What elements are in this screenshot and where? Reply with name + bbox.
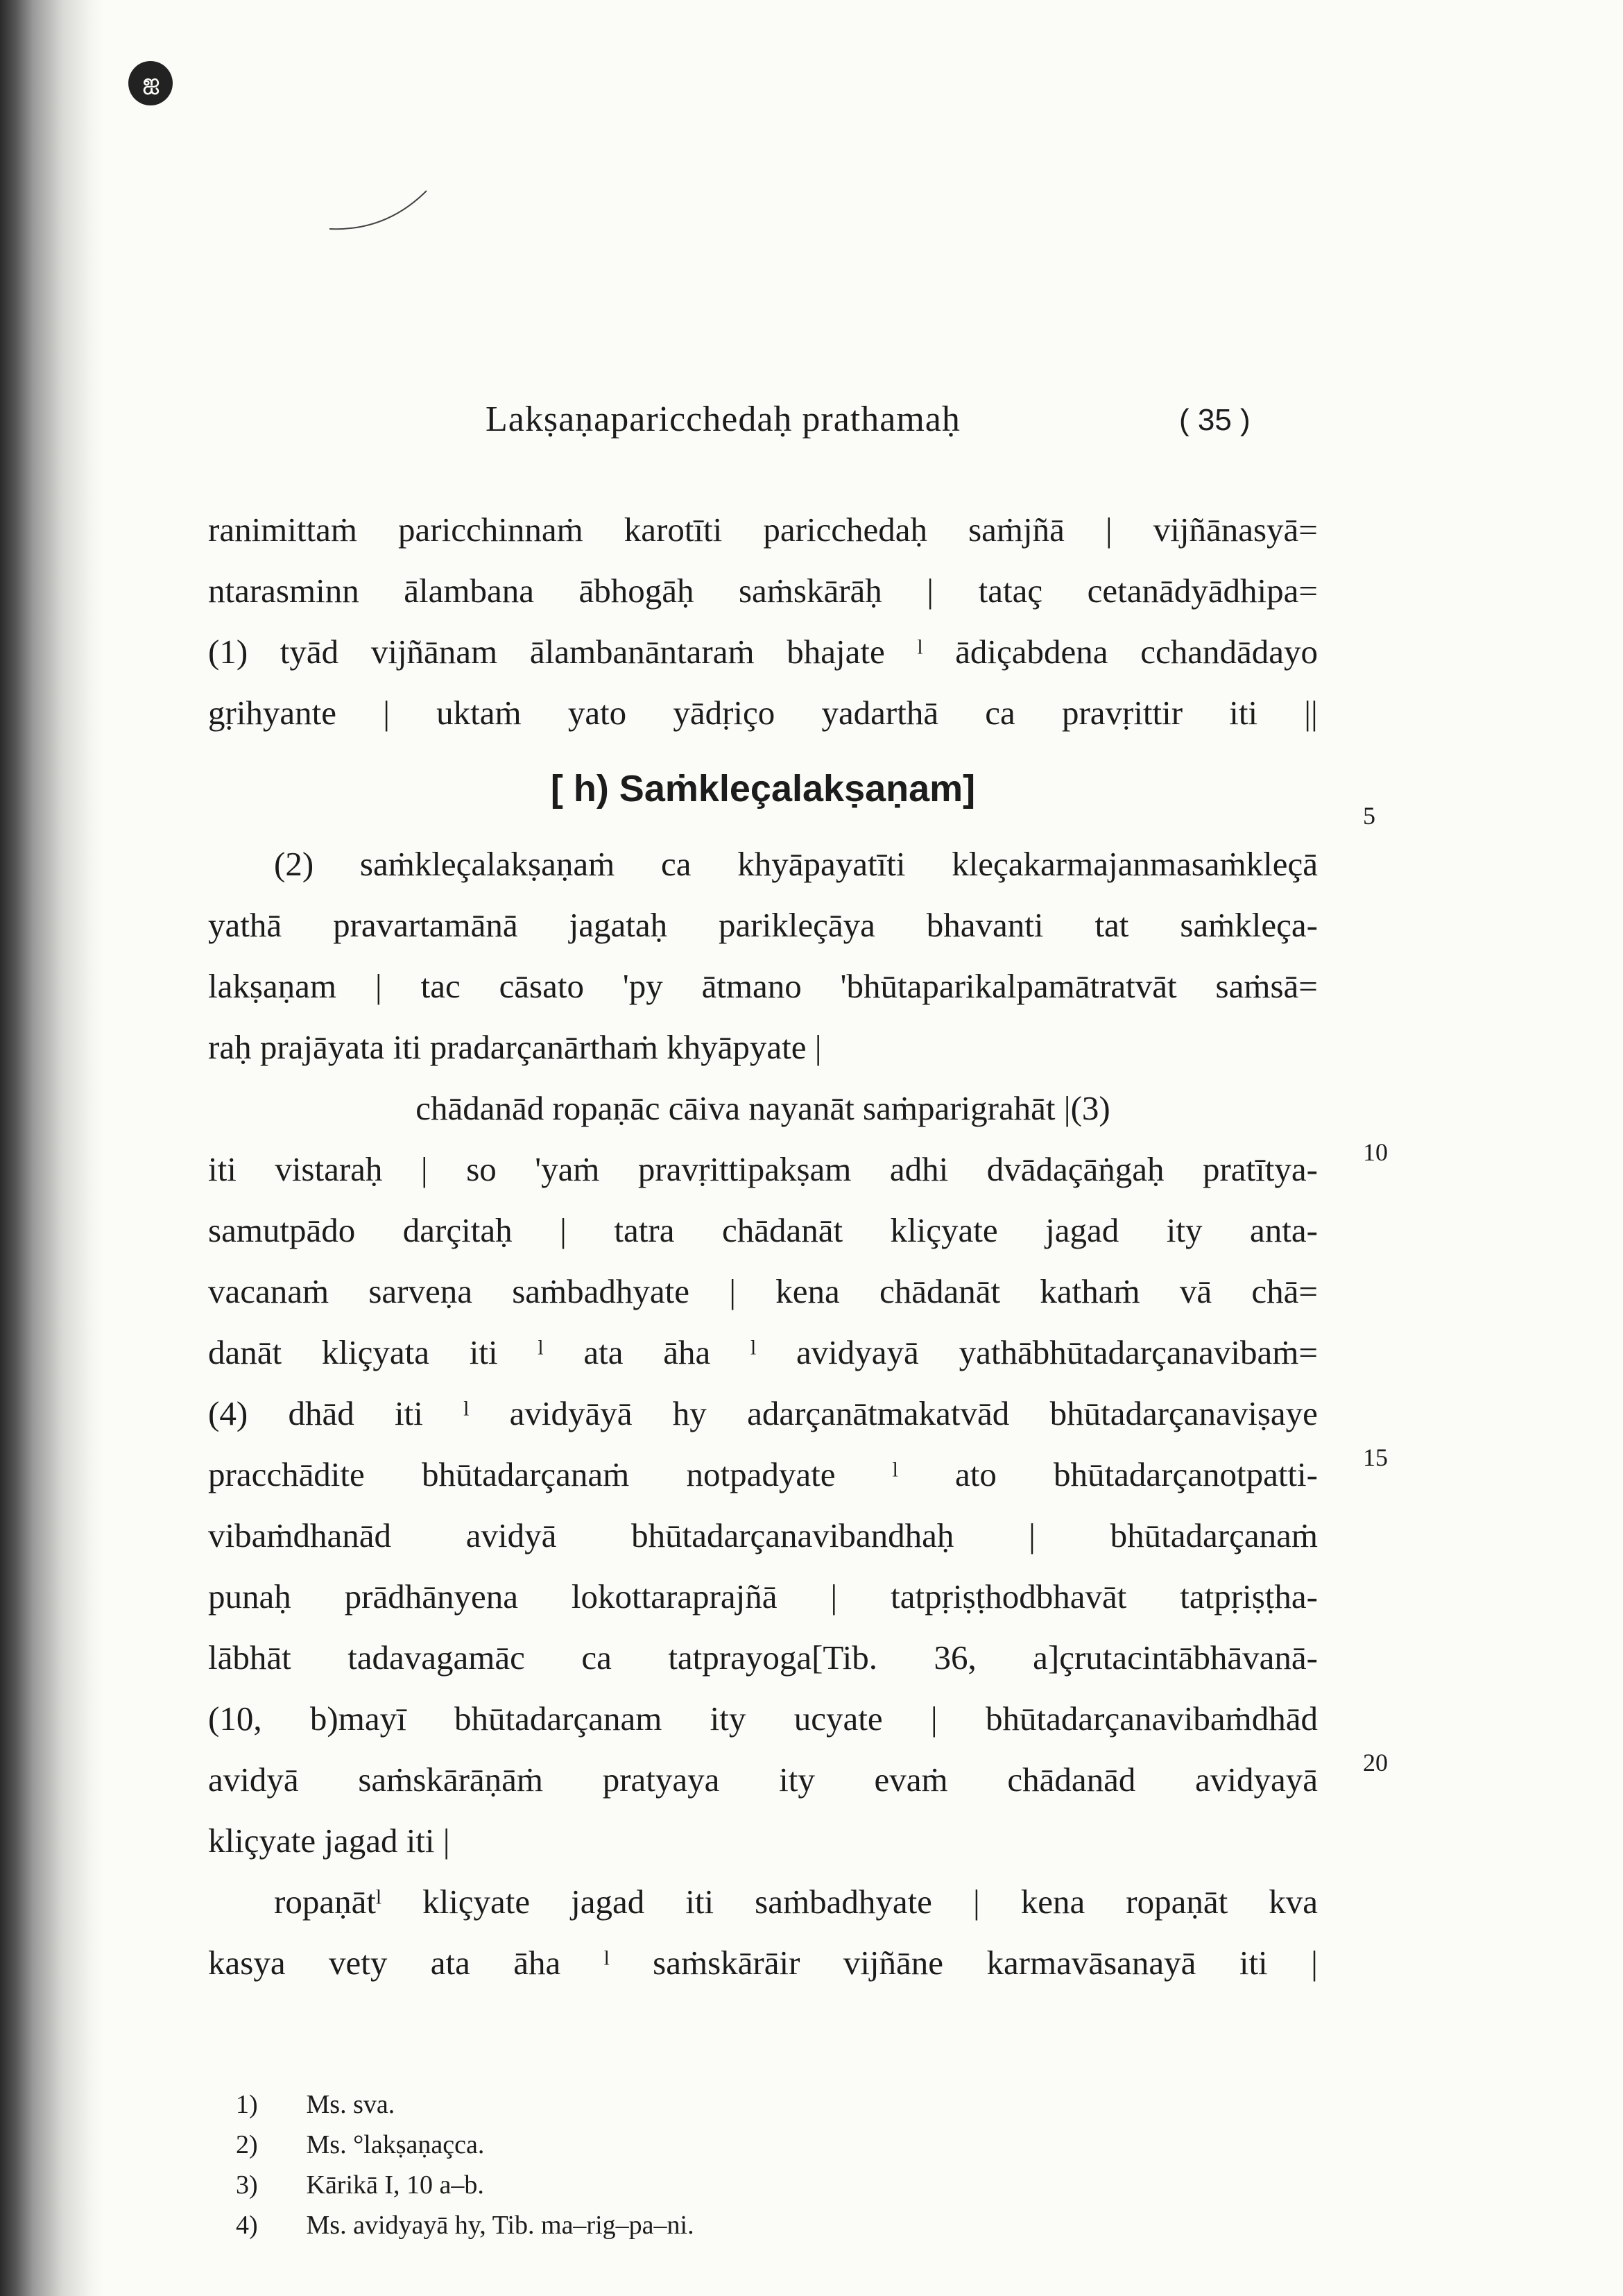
- word: (2): [274, 845, 314, 883]
- text-line: [208, 683, 1318, 744]
- word: |: [972, 1883, 980, 1921]
- verse-line: chādanād ropaṇāc cāiva nayanāt saṁparigrahāt |(3): [415, 1089, 1110, 1127]
- word: saṁjñā: [968, 511, 1065, 549]
- word: bhajate: [787, 633, 885, 671]
- word: bhūtadarçanaṁ: [1110, 1516, 1318, 1554]
- word: vijñānam: [370, 633, 498, 671]
- word: ntarasminn: [208, 572, 359, 610]
- word: pratyaya: [602, 1760, 720, 1799]
- word: tatpṛiṣṭha-: [1180, 1577, 1318, 1616]
- text-line: [208, 1933, 1318, 1994]
- text-line: [208, 1566, 1318, 1627]
- word: ucyate: [793, 1699, 883, 1738]
- footnote-number: 1): [236, 2090, 258, 2119]
- word: vijñānasyā=: [1153, 511, 1318, 549]
- word: evaṁ: [874, 1760, 948, 1799]
- word: saṁskārāṇāṁ: [358, 1760, 544, 1799]
- word: ||: [1304, 694, 1318, 732]
- word: bhavanti: [926, 906, 1044, 944]
- word: ata: [583, 1333, 624, 1371]
- word: b)mayī: [309, 1699, 406, 1738]
- word: karmavāsanayā: [986, 1944, 1196, 1982]
- word: 'bhūtaparikalpamātratvāt: [840, 967, 1177, 1005]
- word: paricchinnaṁ: [398, 511, 583, 549]
- word: lakṣaṇam: [208, 967, 337, 1005]
- footnote: [236, 2125, 694, 2165]
- word: yādṛiço: [673, 694, 775, 732]
- word: tatprayoga[Tib.: [668, 1638, 877, 1677]
- text-line: [208, 895, 1318, 956]
- word: gṛihyante: [208, 694, 337, 732]
- word: cāsato: [499, 967, 584, 1005]
- word: (1): [208, 633, 248, 671]
- word: |: [930, 1699, 938, 1738]
- word: bhūtadarçanavibandhaḥ: [631, 1516, 954, 1554]
- word: saṁbadhyate: [512, 1272, 690, 1310]
- word: notpadyate: [686, 1455, 836, 1493]
- text-line: [208, 1139, 1318, 1200]
- text-line: [208, 1871, 1318, 1933]
- word: kasya: [208, 1944, 286, 1982]
- word: kleçakarmajanmasaṁkleçā: [952, 845, 1318, 883]
- word: bhūtadarçanaviṣaye: [1049, 1394, 1318, 1432]
- word: tyād: [280, 633, 339, 671]
- word: sarveṇa: [368, 1272, 472, 1310]
- word: vijñāne: [843, 1944, 944, 1982]
- word: samutpādo: [208, 1211, 356, 1249]
- main-text: [208, 499, 1318, 1994]
- word: bhūtadarçanavibaṁdhād: [986, 1699, 1318, 1738]
- word: kliçyate: [422, 1883, 531, 1921]
- word: ca: [660, 845, 692, 883]
- page-header: [0, 399, 1623, 447]
- word: saṁbadhyate: [755, 1883, 932, 1921]
- word: pravṛittir: [1061, 694, 1183, 732]
- word: avidyā: [465, 1516, 557, 1554]
- text-line: [208, 1383, 1318, 1444]
- word: ity: [779, 1760, 815, 1799]
- word: iti: [395, 1394, 423, 1432]
- word: |: [420, 1150, 428, 1188]
- word: saṁskārāḥ: [738, 572, 882, 610]
- word: dhād: [288, 1394, 354, 1432]
- word: iti: [1239, 1944, 1268, 1982]
- word: ranimittaṁ: [208, 511, 357, 549]
- word: ˡ: [603, 1944, 610, 1982]
- word: kliçyate: [890, 1211, 998, 1249]
- word: hy: [672, 1394, 707, 1432]
- word: ˡ: [463, 1394, 470, 1432]
- word: kena: [1020, 1883, 1085, 1921]
- text-line: [208, 834, 1318, 895]
- word: |: [560, 1211, 567, 1249]
- word: tatra: [614, 1211, 675, 1249]
- word: adhi: [889, 1150, 949, 1188]
- text-line: [208, 499, 1318, 560]
- word: tadavagamāc: [347, 1638, 525, 1677]
- line-number: 15: [1363, 1443, 1388, 1471]
- word: bhūtadarçanotpatti-: [1054, 1455, 1318, 1493]
- word: ity: [1166, 1211, 1203, 1249]
- word: |: [375, 967, 382, 1005]
- footnote-number: 3): [236, 2170, 258, 2200]
- word: saṁskārāir: [653, 1944, 800, 1982]
- word: saṁsā=: [1215, 967, 1318, 1005]
- word: chā=: [1251, 1272, 1318, 1310]
- word: bhūtadarçanaṁ: [421, 1455, 630, 1493]
- text-line: [208, 1688, 1318, 1749]
- word: ābhogāḥ: [578, 572, 694, 610]
- word: iti: [208, 1150, 237, 1188]
- word: iti: [1229, 694, 1258, 732]
- word: vacanaṁ: [208, 1272, 329, 1310]
- word: āha: [663, 1333, 711, 1371]
- footnote-text: Ms. sva.: [306, 2090, 395, 2119]
- word: vistaraḥ: [275, 1150, 383, 1188]
- word: chādanād: [1007, 1760, 1136, 1799]
- word: ālambana: [404, 572, 534, 610]
- word: |: [383, 694, 390, 732]
- word: yathābhūtadarçanavibaṁ=: [959, 1333, 1318, 1371]
- text-line: [208, 956, 1318, 1017]
- word: anta-: [1250, 1211, 1318, 1249]
- word: pravartamānā: [333, 906, 518, 944]
- word: cetanādyādhipa=: [1087, 572, 1318, 610]
- word: prādhānyena: [344, 1577, 518, 1616]
- scan-binding-edge: [0, 0, 104, 2296]
- word: ˡ: [917, 633, 923, 671]
- word: 'yaṁ: [535, 1150, 600, 1188]
- word: |: [1029, 1516, 1036, 1554]
- word: (4): [208, 1394, 248, 1432]
- word: danāt: [208, 1333, 282, 1371]
- word: |: [927, 572, 934, 610]
- word: paricchedaḥ: [763, 511, 928, 549]
- word: chādanāt: [721, 1211, 843, 1249]
- word: ˡ: [892, 1455, 898, 1493]
- word: 'py: [622, 967, 663, 1005]
- text-line: [208, 1200, 1318, 1261]
- footnote-text: Ms. °lakṣaṇaçca.: [306, 2130, 485, 2159]
- line-number: 20: [1363, 1749, 1388, 1776]
- text-line: kliçyate jagad iti |: [208, 1822, 450, 1860]
- word: adarçanātmakatvād: [747, 1394, 1010, 1432]
- word: avidyāyā: [509, 1394, 633, 1432]
- word: khyāpayatīti: [737, 845, 906, 883]
- word: iti: [469, 1333, 498, 1371]
- footnote-text: Kārikā I, 10 a–b.: [306, 2170, 484, 2200]
- word: punaḥ: [208, 1577, 291, 1616]
- word: tat: [1094, 906, 1129, 944]
- footnote-number: 2): [236, 2130, 258, 2159]
- word: vā: [1179, 1272, 1212, 1310]
- word: kathaṁ: [1040, 1272, 1140, 1310]
- word: ata: [430, 1944, 470, 1982]
- word: |: [830, 1577, 838, 1616]
- word: parikleçāya: [719, 906, 875, 944]
- word: uktaṁ: [436, 694, 522, 732]
- text-line: raḥ prajāyata iti pradarçanārthaṁ khyāpyate |: [208, 1028, 822, 1066]
- word: ato: [954, 1455, 997, 1493]
- word: |: [1311, 1944, 1318, 1982]
- text-line: [208, 1749, 1318, 1810]
- word: pratītya-: [1202, 1150, 1318, 1188]
- word: pracchādite: [208, 1455, 365, 1493]
- text-line: [208, 622, 1318, 683]
- word: saṁkleça-: [1180, 906, 1318, 944]
- word: avidyayā: [796, 1333, 919, 1371]
- text-line: [208, 1444, 1318, 1505]
- word: avidyā: [208, 1760, 299, 1799]
- word: ropaṇāt: [1126, 1883, 1228, 1921]
- word: saṁkleçalakṣaṇaṁ: [359, 845, 615, 883]
- footnote: [236, 2084, 694, 2125]
- word: tataç: [978, 572, 1043, 610]
- text-line: [208, 560, 1318, 622]
- word: (10,: [208, 1699, 262, 1738]
- footnotes: [236, 2084, 694, 2245]
- word: yadarthā: [821, 694, 939, 732]
- library-stamp: ஐ: [128, 61, 173, 105]
- word: tac: [420, 967, 461, 1005]
- word: ca: [581, 1638, 612, 1677]
- footnote: [236, 2205, 694, 2245]
- word: kva: [1269, 1883, 1318, 1921]
- word: ātmano: [701, 967, 802, 1005]
- word: ˡ: [750, 1333, 757, 1371]
- word: yathā: [208, 906, 282, 944]
- word: ˡ: [538, 1333, 544, 1371]
- text-line: [208, 1322, 1318, 1383]
- word: jagataḥ: [569, 906, 668, 944]
- text-line: [208, 1261, 1318, 1322]
- word: dvādaçāṅgaḥ: [986, 1150, 1165, 1188]
- footnote: [236, 2165, 694, 2205]
- footnote-text: Ms. avidyayā hy, Tib. ma–rig–pa–ni.: [306, 2211, 694, 2240]
- word: chādanāt: [879, 1272, 1001, 1310]
- word: ca: [985, 694, 1015, 732]
- footnote-number: 4): [236, 2211, 258, 2240]
- word: darçitaḥ: [402, 1211, 513, 1249]
- word: avidyayā: [1195, 1760, 1318, 1799]
- word: iti: [685, 1883, 714, 1921]
- word: vibaṁdhanād: [208, 1516, 391, 1554]
- text-line: [208, 1627, 1318, 1688]
- word: bhūtadarçanam: [454, 1699, 662, 1738]
- word: karotīti: [624, 511, 723, 549]
- page-number: ( 35 ): [1179, 403, 1251, 437]
- word: |: [729, 1272, 737, 1310]
- text-line: [208, 1505, 1318, 1566]
- word: so: [466, 1150, 497, 1188]
- pen-mark: [326, 187, 430, 236]
- word: lokottaraprajñā: [571, 1577, 778, 1616]
- word: ity: [710, 1699, 746, 1738]
- word: jagad: [571, 1883, 645, 1921]
- section-heading: [ h) Saṁkleçalakṣaṇam]: [550, 768, 976, 809]
- word: vety: [328, 1944, 388, 1982]
- running-title: Lakṣaṇaparicchedaḥ prathamaḥ: [486, 400, 961, 439]
- word: kena: [775, 1272, 840, 1310]
- word: yato: [567, 694, 627, 732]
- line-number: 5: [1363, 802, 1375, 830]
- word: pravṛittipakṣam: [637, 1150, 852, 1188]
- word: kliçyata: [321, 1333, 429, 1371]
- word: ālambanāntaraṁ: [529, 633, 755, 671]
- word: jagad: [1045, 1211, 1119, 1249]
- word: ādiçabdena: [955, 633, 1108, 671]
- word: a]çrutacintābhāvanā-: [1033, 1638, 1318, 1677]
- word: |: [1105, 511, 1113, 549]
- word: lābhāt: [208, 1638, 291, 1677]
- word: cchandādayo: [1140, 633, 1318, 671]
- line-number: 10: [1363, 1138, 1388, 1166]
- word: āha: [513, 1944, 561, 1982]
- word: ropaṇātˡ: [274, 1883, 382, 1921]
- word: tatpṛiṣṭhodbhavāt: [891, 1577, 1127, 1616]
- word: 36,: [934, 1638, 977, 1677]
